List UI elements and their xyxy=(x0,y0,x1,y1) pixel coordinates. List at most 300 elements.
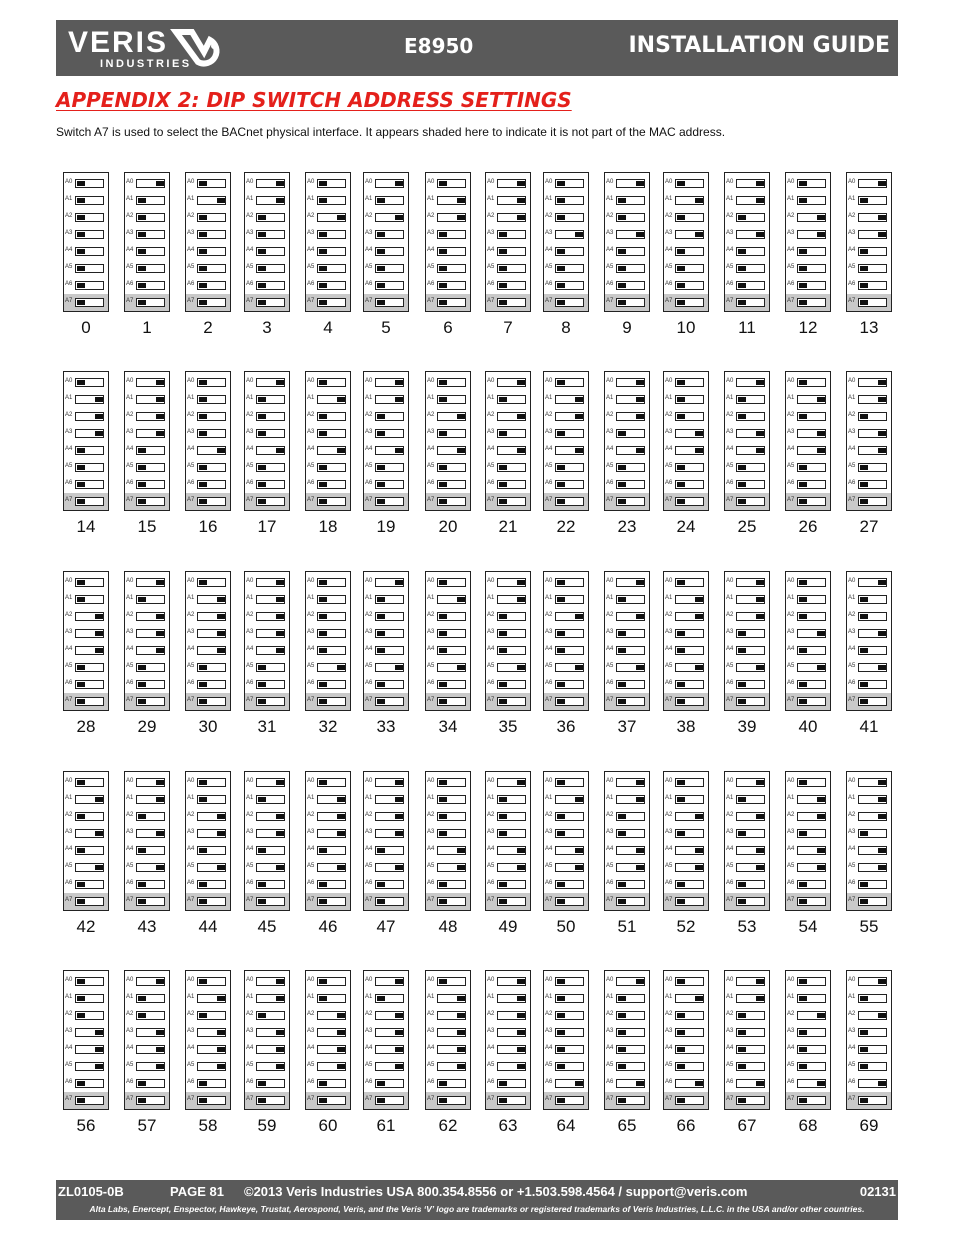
switch-row xyxy=(786,659,830,676)
switch-row xyxy=(426,1024,470,1041)
switch-knob xyxy=(156,648,164,653)
switch-slot xyxy=(197,897,226,906)
switch-knob xyxy=(77,699,85,704)
switch-knob xyxy=(395,181,403,186)
dip-switch-block xyxy=(124,571,170,711)
switch-slot xyxy=(858,1011,887,1020)
switch-slot xyxy=(197,697,226,706)
switch-row xyxy=(64,408,108,425)
switch-label: A4 xyxy=(606,446,614,452)
switch-label: A1 xyxy=(848,395,856,401)
switch-knob xyxy=(878,431,886,436)
switch-knob xyxy=(636,448,644,453)
switch-slot xyxy=(497,846,526,855)
switch-row xyxy=(786,808,830,825)
switch-row xyxy=(245,294,289,311)
switch-label: A6 xyxy=(365,680,373,686)
address-number: 18 xyxy=(318,517,338,536)
switch-slot xyxy=(736,697,765,706)
switch-slot xyxy=(675,812,704,821)
switch-slot xyxy=(317,812,346,821)
switch-label: A5 xyxy=(365,663,373,669)
switch-knob xyxy=(156,797,164,802)
switch-row xyxy=(486,842,530,859)
switch-row xyxy=(486,808,530,825)
switch-slot xyxy=(197,663,226,672)
switch-label: A1 xyxy=(787,395,795,401)
switch-label: A3 xyxy=(545,230,553,236)
switch-label: A6 xyxy=(126,1079,134,1085)
switch-row xyxy=(426,192,470,209)
switch-row xyxy=(426,226,470,243)
switch-row xyxy=(125,574,169,591)
switch-knob xyxy=(517,414,525,419)
dip-switch-block xyxy=(425,172,471,312)
switch-slot xyxy=(616,480,645,489)
dip-switch-block xyxy=(185,571,231,711)
switch-label: A3 xyxy=(427,829,435,835)
switch-slot xyxy=(256,429,285,438)
switch-row xyxy=(786,209,830,226)
switch-knob xyxy=(77,979,85,984)
switch-label: A4 xyxy=(307,846,315,852)
switch-label: A5 xyxy=(665,463,673,469)
switch-row xyxy=(786,591,830,608)
switch-label: A4 xyxy=(545,646,553,652)
switch-knob xyxy=(395,865,403,870)
switch-label: A3 xyxy=(187,230,195,236)
switch-slot xyxy=(75,880,104,889)
dip-switch-block xyxy=(244,172,290,312)
switch-slot xyxy=(437,213,466,222)
switch-slot xyxy=(375,994,404,1003)
switch-slot xyxy=(497,629,526,638)
switch-row xyxy=(64,825,108,842)
switch-slot xyxy=(136,680,165,689)
switch-knob xyxy=(756,665,764,670)
switch-label: A6 xyxy=(787,680,795,686)
switch-row xyxy=(786,374,830,391)
switch-label: A4 xyxy=(848,1045,856,1051)
switch-row xyxy=(186,1024,230,1041)
switch-row xyxy=(245,459,289,476)
switch-row xyxy=(306,842,350,859)
switch-knob xyxy=(860,899,868,904)
switch-label: A4 xyxy=(307,247,315,253)
switch-slot xyxy=(136,497,165,506)
address-number: 63 xyxy=(498,1116,518,1135)
switch-label: A4 xyxy=(246,846,254,852)
switch-slot xyxy=(675,179,704,188)
address-number: 22 xyxy=(556,517,576,536)
switch-label: A7 xyxy=(545,497,553,503)
switch-row xyxy=(426,859,470,876)
logo-word: VERIS xyxy=(68,26,169,59)
switch-knob xyxy=(138,232,146,237)
switch-slot xyxy=(317,446,346,455)
switch-label: A5 xyxy=(726,1062,734,1068)
switch-knob xyxy=(860,198,868,203)
switch-row xyxy=(306,859,350,876)
switch-slot xyxy=(75,595,104,604)
switch-label: A0 xyxy=(246,778,254,784)
switch-slot xyxy=(797,680,826,689)
switch-row xyxy=(426,574,470,591)
switch-label: A2 xyxy=(787,812,795,818)
dip-switch-block xyxy=(604,172,650,312)
switch-label: A6 xyxy=(126,281,134,287)
switch-row xyxy=(786,1075,830,1092)
switch-slot xyxy=(736,1028,765,1037)
switch-knob xyxy=(77,266,85,271)
switch-label: A1 xyxy=(365,395,373,401)
switch-label: A6 xyxy=(365,480,373,486)
switch-row xyxy=(64,608,108,625)
switch-row xyxy=(605,608,649,625)
switch-row xyxy=(786,260,830,277)
switch-knob xyxy=(319,198,327,203)
switch-label: A1 xyxy=(606,994,614,1000)
switch-knob xyxy=(276,181,284,186)
switch-slot xyxy=(675,463,704,472)
switch-slot xyxy=(797,1079,826,1088)
switch-label: A3 xyxy=(427,429,435,435)
switch-label: A0 xyxy=(187,179,195,185)
switch-row xyxy=(245,175,289,192)
switch-row xyxy=(605,1024,649,1041)
switch-row xyxy=(245,493,289,510)
switch-row xyxy=(426,1075,470,1092)
switch-slot xyxy=(375,1045,404,1054)
switch-label: A2 xyxy=(606,213,614,219)
switch-row xyxy=(125,277,169,294)
switch-row xyxy=(605,493,649,510)
switch-slot xyxy=(675,897,704,906)
switch-row xyxy=(186,226,230,243)
switch-knob xyxy=(395,979,403,984)
switch-label: A1 xyxy=(126,395,134,401)
switch-slot xyxy=(675,230,704,239)
switch-knob xyxy=(156,397,164,402)
switch-knob xyxy=(636,380,644,385)
address-number: 11 xyxy=(738,318,756,337)
switch-label: A7 xyxy=(307,897,315,903)
dip-switch-block xyxy=(425,571,471,711)
address-number: 53 xyxy=(737,917,757,936)
switch-knob xyxy=(337,215,345,220)
switch-label: A3 xyxy=(787,829,795,835)
switch-slot xyxy=(317,994,346,1003)
switch-row xyxy=(245,825,289,842)
switch-label: A7 xyxy=(606,697,614,703)
switch-knob xyxy=(618,899,626,904)
switch-label: A4 xyxy=(726,247,734,253)
switch-slot xyxy=(555,463,584,472)
switch-slot xyxy=(317,213,346,222)
switch-label: A5 xyxy=(365,1062,373,1068)
switch-slot xyxy=(437,629,466,638)
switch-slot xyxy=(797,378,826,387)
switch-knob xyxy=(517,1030,525,1035)
switch-slot xyxy=(437,646,466,655)
switch-label: A5 xyxy=(307,663,315,669)
switch-slot xyxy=(736,395,765,404)
switch-label: A0 xyxy=(726,578,734,584)
switch-label: A2 xyxy=(726,812,734,818)
switch-row xyxy=(786,226,830,243)
switch-slot xyxy=(797,897,826,906)
switch-row xyxy=(664,442,708,459)
switch-row xyxy=(544,408,588,425)
switch-label: A7 xyxy=(726,497,734,503)
switch-row xyxy=(64,226,108,243)
switch-slot xyxy=(497,1011,526,1020)
switch-slot xyxy=(616,897,645,906)
switch-slot xyxy=(497,497,526,506)
switch-knob xyxy=(817,848,825,853)
dip-switch-block xyxy=(185,371,231,511)
switch-slot xyxy=(256,1062,285,1071)
switch-slot xyxy=(797,429,826,438)
switch-row xyxy=(786,608,830,625)
switch-slot xyxy=(555,697,584,706)
switch-slot xyxy=(317,1062,346,1071)
switch-slot xyxy=(555,213,584,222)
switch-slot xyxy=(197,1045,226,1054)
switch-label: A2 xyxy=(487,1011,495,1017)
switch-slot xyxy=(317,897,346,906)
switch-slot xyxy=(375,1079,404,1088)
switch-slot xyxy=(858,1062,887,1071)
switch-row xyxy=(725,442,769,459)
dip-switch-block xyxy=(604,571,650,711)
switch-row xyxy=(125,209,169,226)
address-number: 20 xyxy=(438,517,458,536)
switch-label: A1 xyxy=(246,795,254,801)
switch-slot xyxy=(736,247,765,256)
switch-slot xyxy=(136,994,165,1003)
switch-row xyxy=(544,893,588,910)
switch-knob xyxy=(377,249,385,254)
switch-label: A0 xyxy=(545,179,553,185)
switch-label: A7 xyxy=(187,298,195,304)
switch-knob xyxy=(199,882,207,887)
switch-row xyxy=(664,893,708,910)
switch-row xyxy=(245,859,289,876)
switch-knob xyxy=(756,597,764,602)
switch-label: A2 xyxy=(246,213,254,219)
switch-label: A4 xyxy=(545,446,553,452)
switch-slot xyxy=(736,230,765,239)
switch-label: A4 xyxy=(545,247,553,253)
switch-label: A4 xyxy=(665,446,673,452)
switch-row xyxy=(64,1092,108,1109)
switch-label: A4 xyxy=(665,846,673,852)
switch-label: A5 xyxy=(848,863,856,869)
switch-slot xyxy=(497,196,526,205)
switch-label: A0 xyxy=(726,977,734,983)
switch-knob xyxy=(677,465,685,470)
switch-label: A2 xyxy=(487,812,495,818)
switch-slot xyxy=(555,578,584,587)
switch-row xyxy=(544,1092,588,1109)
switch-knob xyxy=(77,249,85,254)
switch-row xyxy=(125,791,169,808)
switch-row xyxy=(786,294,830,311)
switch-label: A5 xyxy=(787,663,795,669)
switch-label: A2 xyxy=(365,412,373,418)
switch-knob xyxy=(258,249,266,254)
switch-row xyxy=(544,391,588,408)
switch-knob xyxy=(138,882,146,887)
switch-label: A3 xyxy=(126,230,134,236)
switch-knob xyxy=(276,198,284,203)
switch-knob xyxy=(575,614,583,619)
switch-slot xyxy=(136,829,165,838)
switch-label: A6 xyxy=(606,680,614,686)
switch-slot xyxy=(437,977,466,986)
switch-slot xyxy=(736,629,765,638)
switch-row xyxy=(486,825,530,842)
switch-knob xyxy=(860,648,868,653)
switch-slot xyxy=(555,680,584,689)
dip-switch-block xyxy=(305,571,351,711)
switch-slot xyxy=(136,1096,165,1105)
switch-slot xyxy=(858,247,887,256)
switch-label: A6 xyxy=(665,680,673,686)
switch-slot xyxy=(555,378,584,387)
switch-slot xyxy=(75,697,104,706)
switch-slot xyxy=(75,446,104,455)
switch-slot xyxy=(256,412,285,421)
switch-slot xyxy=(858,230,887,239)
switch-knob xyxy=(499,831,507,836)
switch-slot xyxy=(497,977,526,986)
switch-knob xyxy=(258,499,266,504)
switch-knob xyxy=(817,1081,825,1086)
switch-label: A2 xyxy=(787,1011,795,1017)
address-number: 52 xyxy=(676,917,696,936)
switch-row xyxy=(544,676,588,693)
switch-knob xyxy=(695,614,703,619)
switch-slot xyxy=(736,880,765,889)
switch-row xyxy=(426,175,470,192)
switch-row xyxy=(486,1007,530,1024)
switch-label: A7 xyxy=(787,697,795,703)
dip-switch-block xyxy=(604,970,650,1110)
switch-row xyxy=(306,774,350,791)
switch-knob xyxy=(439,181,447,186)
switch-label: A4 xyxy=(487,247,495,253)
switch-label: A3 xyxy=(848,429,856,435)
switch-row xyxy=(664,226,708,243)
switch-label: A0 xyxy=(65,778,73,784)
switch-knob xyxy=(337,1047,345,1052)
switch-label: A6 xyxy=(65,281,73,287)
switch-slot xyxy=(797,977,826,986)
switch-label: A1 xyxy=(787,595,795,601)
switch-row xyxy=(364,608,408,625)
switch-slot xyxy=(858,395,887,404)
switch-row xyxy=(486,294,530,311)
switch-row xyxy=(847,425,891,442)
switch-knob xyxy=(799,1064,807,1069)
switch-row xyxy=(186,842,230,859)
switch-label: A3 xyxy=(787,1028,795,1034)
switch-label: A0 xyxy=(787,778,795,784)
switch-slot xyxy=(375,977,404,986)
switch-row xyxy=(664,642,708,659)
switch-row xyxy=(426,625,470,642)
switch-slot xyxy=(555,264,584,273)
switch-label: A7 xyxy=(187,697,195,703)
switch-knob xyxy=(377,232,385,237)
switch-row xyxy=(64,876,108,893)
switch-knob xyxy=(395,780,403,785)
dip-switch-block xyxy=(724,571,770,711)
switch-row xyxy=(245,642,289,659)
switch-row xyxy=(364,791,408,808)
switch-row xyxy=(186,990,230,1007)
switch-row xyxy=(725,591,769,608)
switch-label: A5 xyxy=(187,264,195,270)
switch-knob xyxy=(618,831,626,836)
switch-slot xyxy=(75,179,104,188)
switch-label: A2 xyxy=(427,812,435,818)
switch-knob xyxy=(457,215,465,220)
switch-knob xyxy=(77,300,85,305)
switch-slot xyxy=(497,378,526,387)
switch-slot xyxy=(256,378,285,387)
switch-label: A7 xyxy=(545,897,553,903)
switch-knob xyxy=(319,181,327,186)
switch-label: A4 xyxy=(427,846,435,852)
switch-slot xyxy=(797,480,826,489)
switch-knob xyxy=(695,814,703,819)
switch-label: A4 xyxy=(606,1045,614,1051)
switch-label: A6 xyxy=(848,1079,856,1085)
switch-knob xyxy=(575,414,583,419)
switch-slot xyxy=(858,680,887,689)
switch-label: A4 xyxy=(126,646,134,652)
address-number: 60 xyxy=(318,1116,338,1135)
switch-row xyxy=(306,459,350,476)
switch-knob xyxy=(319,232,327,237)
switch-row xyxy=(725,842,769,859)
switch-row xyxy=(544,625,588,642)
switch-slot xyxy=(497,994,526,1003)
dip-switch-block xyxy=(543,771,589,911)
switch-row xyxy=(725,294,769,311)
switch-label: A2 xyxy=(307,1011,315,1017)
switch-row xyxy=(64,693,108,710)
switch-knob xyxy=(377,1098,385,1103)
switch-knob xyxy=(258,699,266,704)
switch-knob xyxy=(878,1013,886,1018)
switch-label: A0 xyxy=(187,378,195,384)
switch-slot xyxy=(375,697,404,706)
switch-slot xyxy=(136,1079,165,1088)
switch-slot xyxy=(136,846,165,855)
switch-label: A1 xyxy=(307,595,315,601)
switch-slot xyxy=(317,480,346,489)
address-number: 57 xyxy=(137,1116,157,1135)
switch-knob xyxy=(817,232,825,237)
dip-switch-block xyxy=(543,571,589,711)
switch-knob xyxy=(557,181,565,186)
switch-row xyxy=(486,391,530,408)
switch-slot xyxy=(375,812,404,821)
